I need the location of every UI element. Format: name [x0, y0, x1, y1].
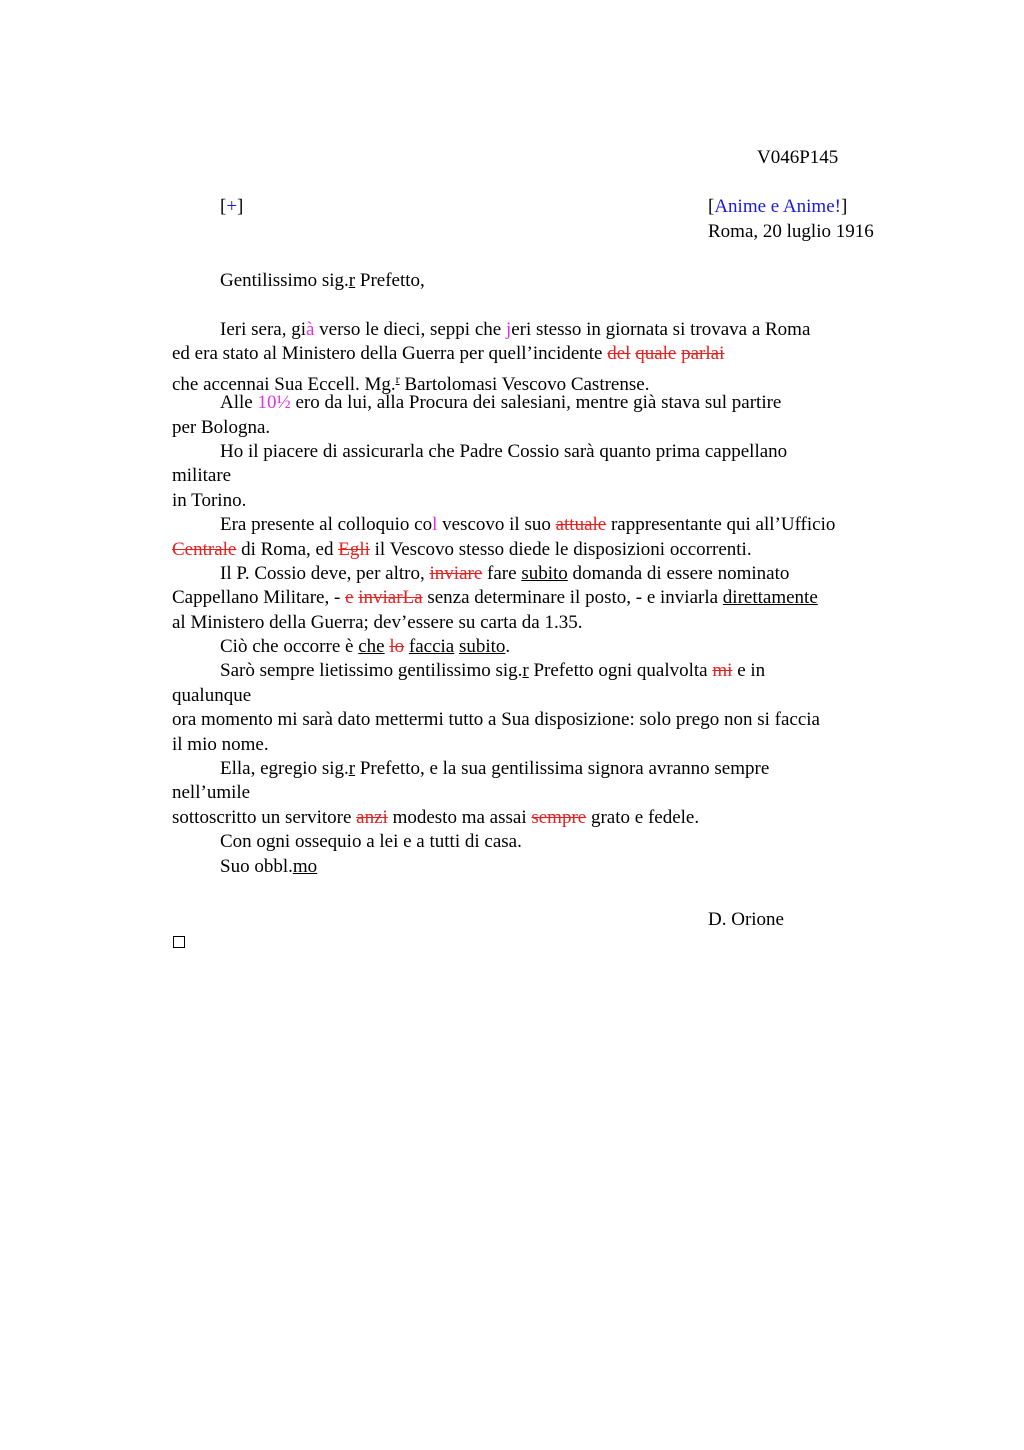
p6-line-1: Ciò che occorre è che lo faccia subito.	[220, 636, 511, 658]
p3-line-3: in Torino.	[172, 489, 247, 511]
p7-line-3: ora momento mi sarà dato mettermi tutto a Sua disposizione: solo prego non si faccia	[172, 709, 820, 731]
p4-line-1: Era presente al colloquio col vescovo il suo attuale rappresentante qui all’Ufficio	[220, 514, 836, 536]
motto-text: Anime e Anime!	[714, 196, 841, 217]
p5-line-1: Il P. Cossio deve, per altro, inviare fare subito domanda di essere nominato	[220, 562, 790, 584]
deleted-text: inviare	[429, 562, 483, 584]
p5-line-2: Cappellano Militare, - e inviarLa senza determinare il posto, - e inviarla direttamente	[172, 587, 818, 609]
p2-line-1: Alle 10½ ero da lui, alla Procura dei salesiani, mentre già stava sul partire	[220, 392, 782, 414]
underlined-text: direttamente	[722, 587, 818, 609]
document-id: V046P145	[757, 147, 839, 168]
deleted-text: del	[607, 343, 631, 365]
end-of-document-box-icon	[173, 936, 185, 948]
place-date: Roma, 20 luglio 1916	[708, 221, 874, 242]
salutation-pre: Gentilissimo sig.	[220, 270, 349, 291]
p4-line-2: Centrale di Roma, ed Egli il Vescovo stesso diede le disposizioni occorrenti.	[172, 538, 752, 560]
underlined-text: r	[522, 660, 529, 682]
p2-line-2: per Bologna.	[172, 416, 271, 438]
added-text: 10½	[257, 392, 291, 414]
p3-line-1: Ho il piacere di assicurarla che Padre Cossio sarà quanto prima cappellano	[220, 440, 788, 462]
closing-line-1: Con ogni ossequio a lei e a tutti di casa.	[220, 831, 522, 853]
added-text: à	[305, 319, 315, 340]
p5-line-3: al Ministero della Guerra; dev’essere su carta da 1.35.	[172, 611, 583, 633]
deleted-text: lo	[389, 636, 405, 658]
p7-line-2: qualunque	[172, 684, 252, 706]
motto: [Anime e Anime!]	[708, 196, 848, 217]
p7-line-1: Sarò sempre lietissimo gentilissimo sig.r Prefetto ogni qualvolta mi e in	[220, 660, 766, 682]
deleted-text: sempre	[531, 806, 587, 828]
underlined-text: subito	[521, 562, 568, 584]
deleted-text: e	[345, 587, 354, 609]
superscript-abbr: r	[395, 371, 400, 386]
p1-line-3: che accennai Sua Eccell. Mg.$^r$ Bartolomasi Vescovo Castrense.	[172, 371, 650, 395]
deleted-text: mi	[712, 660, 733, 682]
underlined-text: che	[358, 636, 385, 658]
salutation	[220, 269, 425, 293]
deleted-text: parlai	[681, 343, 725, 365]
deleted-text: Egli	[338, 538, 370, 560]
deleted-text: Centrale	[172, 538, 237, 560]
letter-body	[172, 318, 902, 879]
salutation-abbr: r	[348, 270, 356, 291]
underlined-text: faccia	[408, 636, 455, 658]
added-text: j	[505, 319, 512, 340]
cross-mark: [+]	[220, 196, 244, 217]
p8-line-1: Ella, egregio sig.r Prefetto, e la sua gentilissima signora avranno sempre	[220, 758, 770, 780]
p1-line-1: Ieri sera, già verso le dieci, seppi che jeri stesso in giornata si trovava a Roma	[220, 319, 811, 340]
underlined-text: r	[348, 758, 356, 780]
closing-line-2: Suo obbl.mo	[220, 855, 318, 877]
deleted-text: quale	[635, 343, 677, 365]
signature: D. Orione	[708, 909, 784, 930]
p8-line-2: nell’umile	[172, 782, 251, 804]
salutation-post: Prefetto,	[355, 270, 425, 291]
added-text: l	[432, 514, 438, 536]
p1-line-2: ed era stato al Ministero della Guerra per quell’incidente del quale parlai	[172, 343, 725, 365]
cross-icon: +	[226, 196, 238, 217]
p8-line-3: sottoscritto un servitore anzi modesto ma assai sempre grato e fedele.	[172, 806, 700, 828]
p3-line-2: militare	[172, 465, 232, 487]
underlined-text: subito	[458, 636, 506, 658]
underlined-text: mo	[292, 855, 318, 877]
deleted-text: inviarLa	[358, 587, 423, 609]
deleted-text: anzi	[356, 806, 388, 828]
p7-line-4: il mio nome.	[172, 733, 269, 755]
deleted-text: attuale	[555, 514, 607, 536]
